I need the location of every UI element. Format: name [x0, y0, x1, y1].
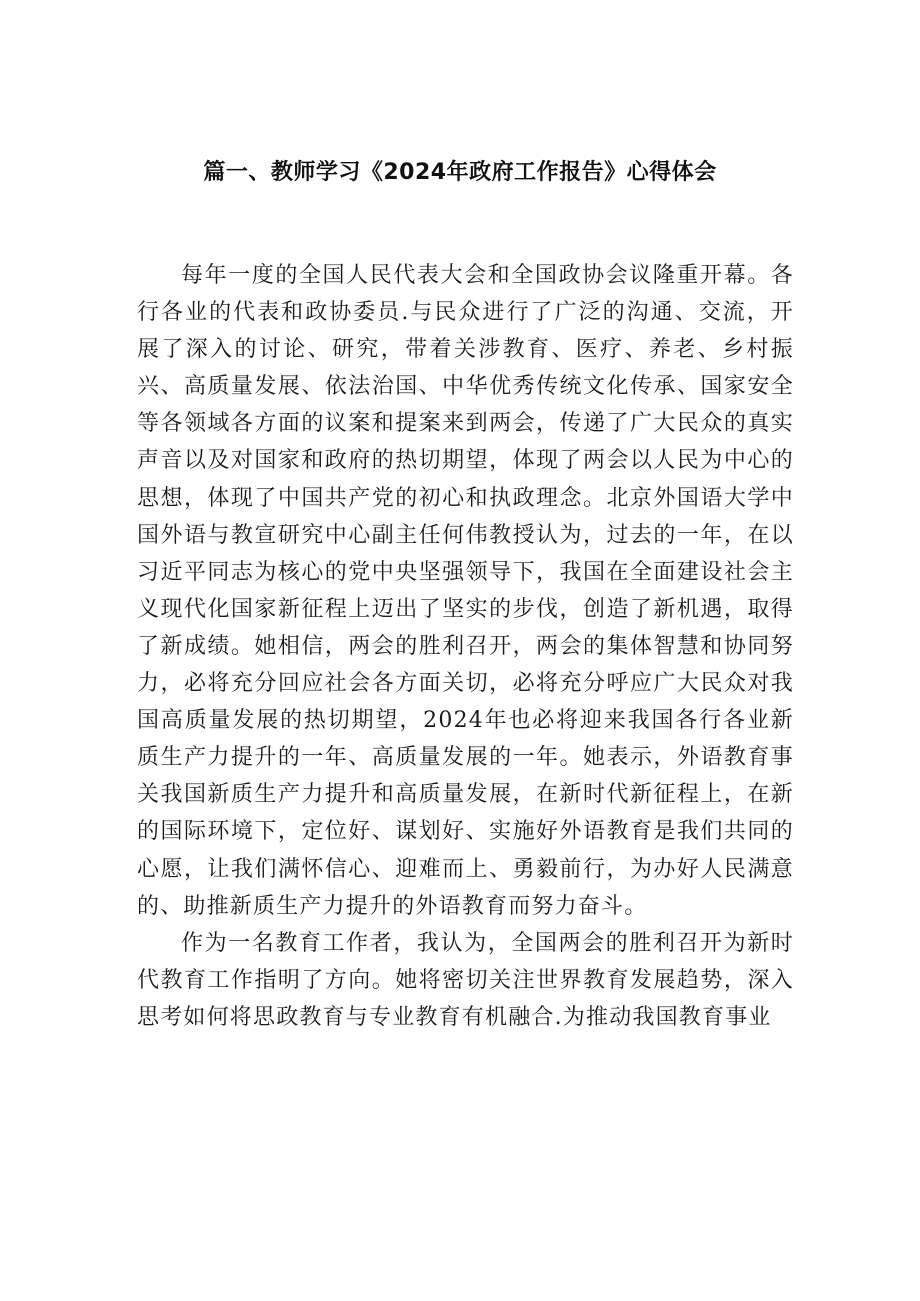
paragraph-1: 每年一度的全国人民代表大会和全国政协会议隆重开幕。各行各业的代表和政协委员.与民众进行了广泛的沟通、交流，开展了深入的讨论、研究，带着关涉教育、医疗、养老、乡村振兴、高质量发展、依法治国、中华优秀传统文化传承、国家安全等各领域各方面的议案和提案来到两会，传递了广大民众的真实声音以及对国家和政府的热切期望，体现了两会以人民为中心的思想，体现了中国共产党的初心和执政理念。北京外国语大学中国外语与教宣研究中心副主任何伟教授认为，过去的一年，在以习近平同志为核心的党中央坚强领导下，我国在全面建设社会主义现代化国家新征程上迈出了坚实的步伐，创造了新机遇，取得了新成绩。她相信，两会的胜利召开，两会的集体智慧和协同努力，必将充分回应社会各方面关切，必将充分呼应广大民众对我国高质量发展的热切期望，2024年也必将迎来我国各行各业新质生产力提升的一年、高质量发展的一年。她表示，外语教育事关我国新质生产力提升和高质量发展，在新时代新征程上，在新的国际环境下，定位好、谋划好、实施好外语教育是我们共同的心愿，让我们满怀信心、迎难而上、勇毅前行，为办好人民满意的、助推新质生产力提升的外语教育而努力奋斗。	[137, 263, 794, 919]
document-title: 篇一、教师学习《2024年政府工作报告》心得体会	[203, 160, 717, 185]
paragraph-2: 作为一名教育工作者，我认为，全国两会的胜利召开为新时代教育工作指明了方向。她将密切关注世界教育发展趋势，深入思考如何将思政教育与专业教育有机融合.为推动我国教育事业	[137, 930, 794, 1030]
document-body	[137, 257, 794, 1036]
